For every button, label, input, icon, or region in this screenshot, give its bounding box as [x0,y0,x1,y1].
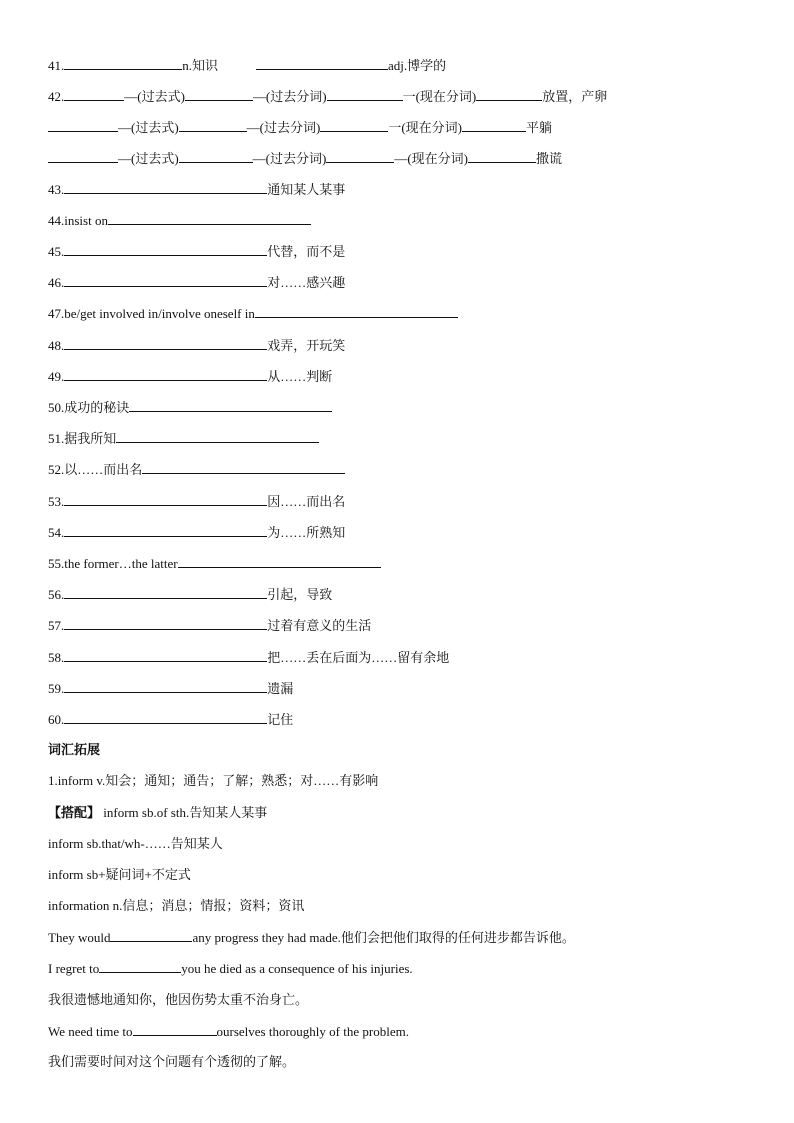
example-sentence [48,958,413,978]
answer-blank[interactable] [327,86,403,101]
answer-blank[interactable] [256,55,388,70]
item-prompt: 55.the former…the latter [48,556,178,571]
item-60 [48,709,293,729]
item-meaning: 放置，产卵 [542,89,608,104]
example-text: you he died as a consequence of his injuries. [181,961,413,976]
item-number: 60. [48,712,65,727]
answer-blank[interactable] [64,709,267,724]
item-54 [48,522,345,542]
collocation-line: inform sb+疑问词+不定式 [48,867,191,882]
answer-blank[interactable] [326,148,394,163]
item-meaning: 戏弄，开玩笑 [267,338,346,353]
item-42-row-1 [48,86,607,106]
item-number: 53. [48,494,65,509]
item-number: 46. [48,275,65,290]
answer-blank[interactable] [48,148,118,163]
answer-blank[interactable] [129,397,332,412]
item-43 [48,179,345,199]
item-42-row-2 [48,117,552,137]
answer-blank[interactable] [64,366,267,381]
answer-blank[interactable] [179,117,247,132]
item-number: 58. [48,650,65,665]
answer-blank[interactable] [179,148,253,163]
past-participle-label: —(过去分词) [252,89,327,104]
item-meaning: 通知某人某事 [267,182,346,197]
answer-blank[interactable] [64,86,124,101]
item-46 [48,272,345,292]
item-51 [48,428,319,448]
item-meaning: 从……判断 [267,369,333,384]
item-prompt: 52.以……而出名 [48,462,143,477]
item-number: 41. [48,58,65,73]
item-meaning: 引起，导致 [267,587,333,602]
answer-blank[interactable] [468,148,536,163]
collocation-text: inform sb.of sth.告知某人某事 [100,805,268,820]
example-translation: 我们需要时间对这个问题有个透彻的了解。 [48,1054,296,1069]
item-52 [48,459,345,479]
past-tense-label: —(过去式) [124,89,185,104]
item-49 [48,366,332,386]
example-sentence [48,927,575,947]
item-44 [48,210,311,230]
example-text: They would [48,930,111,945]
past-tense-label: —(过去式) [118,120,179,135]
section-heading: 词汇拓展 [48,742,101,757]
item-50 [48,397,332,417]
answer-blank[interactable] [108,210,311,225]
answer-blank[interactable] [64,55,182,70]
answer-blank[interactable] [64,179,267,194]
past-participle-label: —(过去分词) [246,120,321,135]
vocab-entry: 1.inform v.知会；通知；通告；了解；熟悉；对……有影响 [48,773,379,788]
item-meaning: 对……感兴趣 [267,275,346,290]
answer-blank[interactable] [64,615,267,630]
answer-blank[interactable] [64,647,267,662]
answer-blank[interactable] [64,335,267,350]
item-number: 57. [48,618,65,633]
answer-blank[interactable] [64,491,267,506]
past-tense-label: —(过去式) [118,151,179,166]
item-59 [48,678,293,698]
item-53 [48,491,345,511]
collocation-line: information n.信息；消息；情报；资料；资讯 [48,898,305,913]
answer-blank[interactable] [142,459,345,474]
item-number: 56. [48,587,65,602]
item-57 [48,615,371,635]
past-participle-label: —(过去分词) [252,151,327,166]
item-meaning: 代替，而不是 [267,244,346,259]
item-number: 43. [48,182,65,197]
item-meaning: 记住 [267,712,294,727]
present-participle-label: 一(现在分词) [388,120,463,135]
item-prompt: 51.据我所知 [48,431,117,446]
item-45 [48,241,345,261]
collocation-line [48,803,267,823]
item-meaning: 遗漏 [267,681,294,696]
item-48 [48,335,345,355]
item-meaning: 为……所熟知 [267,525,346,540]
answer-blank[interactable] [64,584,267,599]
item-prompt: 50.成功的秘诀 [48,400,130,415]
collocation-line: inform sb.that/wh-……告知某人 [48,836,223,851]
answer-blank[interactable] [64,678,267,693]
item-meaning: 因……而出名 [267,494,346,509]
item-42-row-3 [48,148,562,168]
item-number: 59. [48,681,65,696]
item-number: 45. [48,244,65,259]
answer-blank[interactable] [48,117,118,132]
example-sentence [48,1021,409,1041]
item-meaning: 过着有意义的生活 [267,618,372,633]
item-number: 42. [48,89,65,104]
example-text: I regret to [48,961,100,976]
answer-blank[interactable] [133,1021,217,1036]
present-participle-label: —(现在分词) [394,151,469,166]
answer-blank[interactable] [99,958,181,973]
answer-blank[interactable] [255,303,458,318]
item-number: 49. [48,369,65,384]
item-meaning: 平躺 [526,120,553,135]
item-41 [48,55,446,75]
example-text: any progress they had made.他们会把他们取得的任何进步都告诉他。 [192,930,575,945]
item-58 [48,647,449,667]
item-meaning: 撒谎 [536,151,563,166]
answer-blank[interactable] [116,428,319,443]
item-meaning: adj.博学的 [388,58,447,73]
answer-blank[interactable] [64,272,267,287]
item-56 [48,584,332,604]
answer-blank[interactable] [178,553,381,568]
item-meaning: n.知识 [182,58,219,73]
item-number: 48. [48,338,65,353]
example-text: ourselves thoroughly of the problem. [216,1024,409,1039]
item-55 [48,553,381,573]
answer-blank[interactable] [185,86,253,101]
answer-blank[interactable] [462,117,526,132]
example-translation: 我很遗憾地通知你，他因伤势太重不治身亡。 [48,992,309,1007]
example-text: We need time to [48,1024,133,1039]
item-meaning: 把……丢在后面为……留有余地 [267,650,450,665]
item-number: 54. [48,525,65,540]
answer-blank[interactable] [476,86,542,101]
present-participle-label: 一(现在分词) [402,89,477,104]
answer-blank[interactable] [320,117,388,132]
answer-blank[interactable] [64,522,267,537]
item-47 [48,303,458,323]
answer-blank[interactable] [64,241,267,256]
collocation-tag: 【搭配】 [48,805,101,820]
item-prompt: 44.insist on [48,213,108,228]
item-prompt: 47.be/get involved in/involve oneself in [48,306,255,321]
answer-blank[interactable] [110,927,192,942]
